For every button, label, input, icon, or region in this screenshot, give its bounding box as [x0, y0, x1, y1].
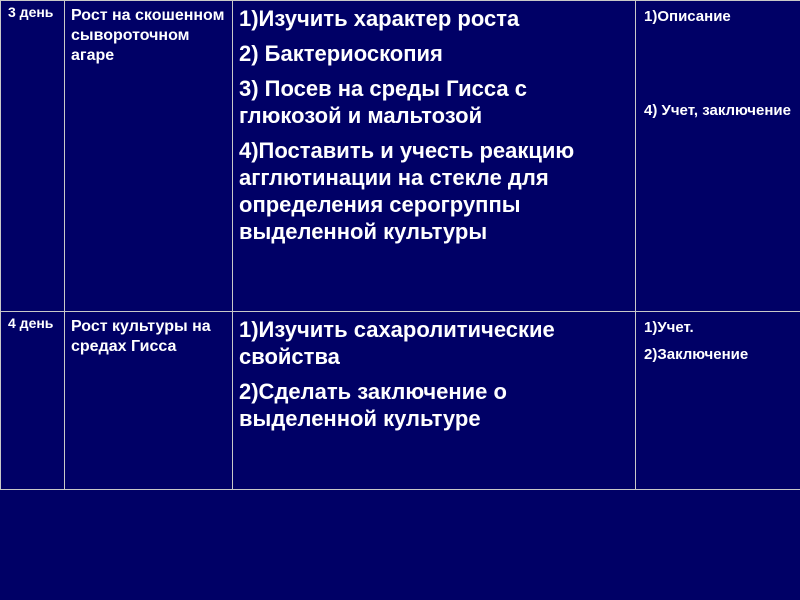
result-item: 2)Заключение	[644, 346, 749, 363]
task-item: 2)Сделать заключение о выделенной культуре	[239, 379, 507, 431]
result-item: 1)Учет.	[644, 319, 694, 336]
growth-cell: Рост на скошенном сывороточном агаре	[65, 1, 233, 312]
tasks-cell	[233, 1, 636, 312]
result-cell	[636, 1, 800, 312]
result-cell	[636, 312, 800, 490]
table-row	[1, 1, 800, 312]
result-item: 4) Учет, заключение	[644, 102, 791, 119]
task-item: 1)Изучить сахаролитические свойства	[239, 317, 555, 369]
day-cell: 4 день	[1, 312, 65, 490]
task-item: 1)Изучить характер роста	[239, 6, 520, 31]
growth-cell: Рост культуры на средах Гисса	[65, 312, 233, 490]
result-item: 1)Описание	[644, 8, 731, 25]
task-item: 3) Посев на среды Гисса с глюкозой и мальтозой	[239, 76, 527, 128]
table-row	[1, 312, 800, 490]
task-item: 4)Поставить и учесть реакцию агглютинации на стекле для определения серогруппы выделенной культуры	[239, 138, 575, 244]
tasks-cell	[233, 312, 636, 490]
day-cell: 3 день	[1, 1, 65, 312]
task-item: 2) Бактериоскопия	[239, 41, 443, 66]
